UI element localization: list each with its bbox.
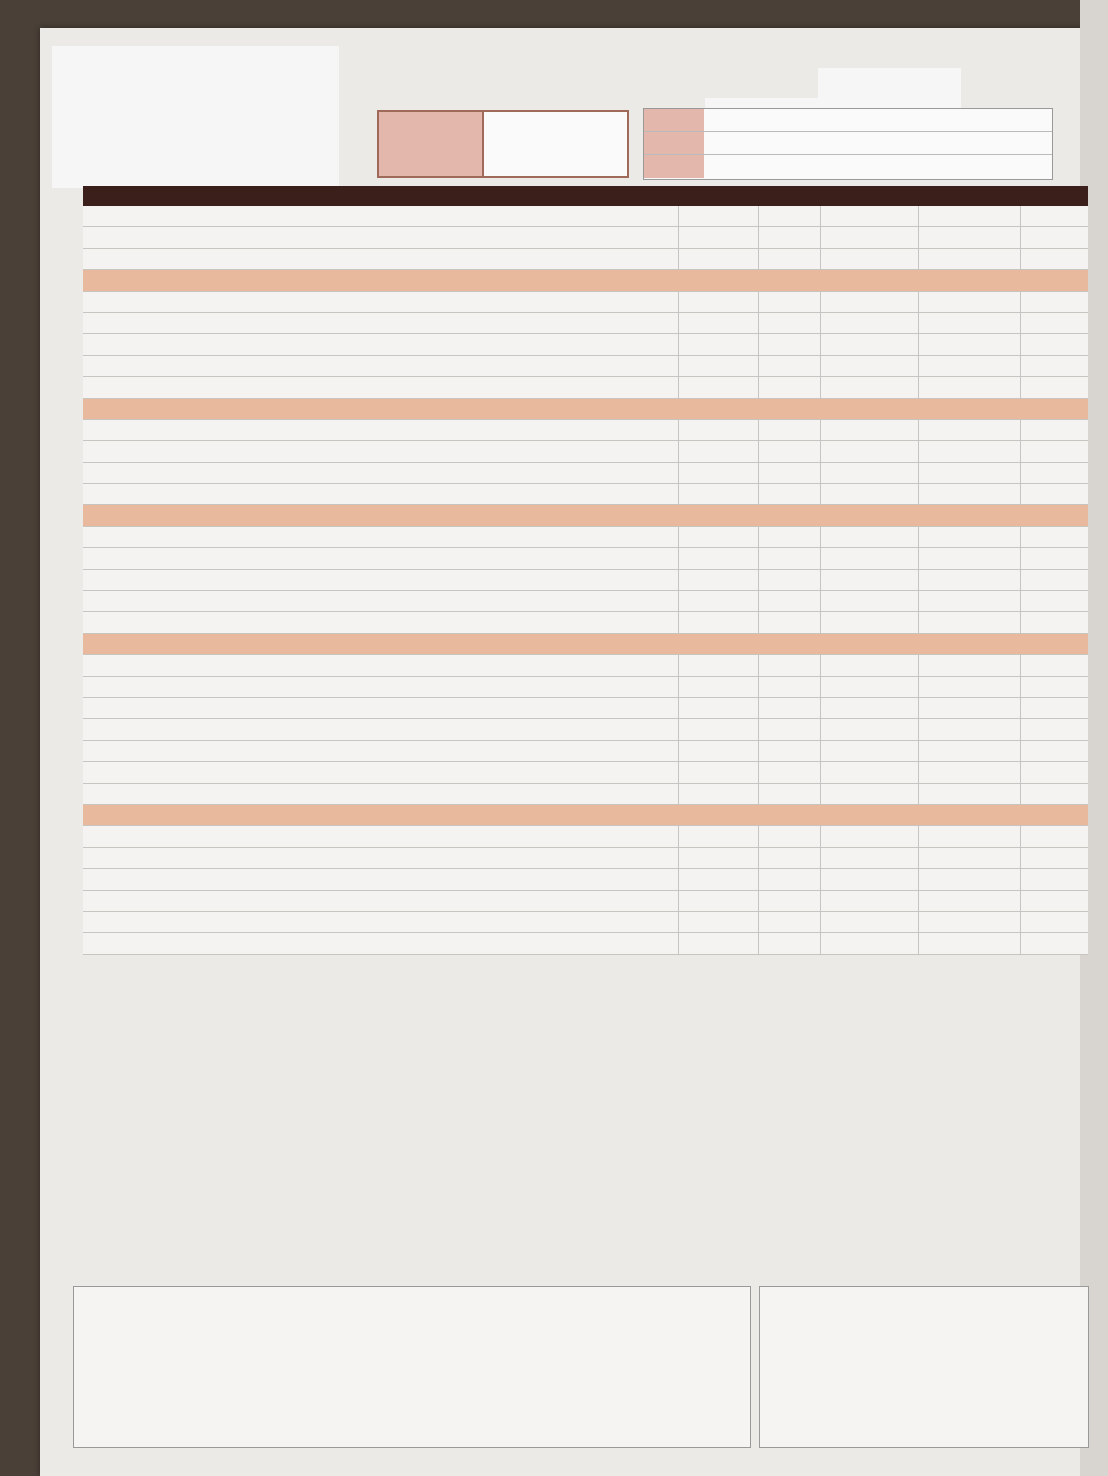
item-name <box>83 484 679 504</box>
unit-price <box>679 912 759 932</box>
unit-price <box>679 270 759 290</box>
col-header-price <box>679 186 759 206</box>
col-header-qty <box>759 186 821 206</box>
discount <box>821 741 919 761</box>
quantity <box>759 891 821 911</box>
quantity <box>759 719 821 739</box>
note-mark <box>1021 463 1088 483</box>
note-mark <box>1021 591 1088 611</box>
unit-price <box>679 698 759 718</box>
quantity <box>759 741 821 761</box>
amount <box>919 356 1021 376</box>
table-row <box>83 527 1088 548</box>
quantity <box>759 334 821 354</box>
item-name <box>83 270 679 290</box>
item-name <box>83 933 679 953</box>
discount <box>821 869 919 889</box>
amount <box>919 719 1021 739</box>
amount <box>919 527 1021 547</box>
quantity <box>759 463 821 483</box>
amount <box>919 420 1021 440</box>
table-row <box>83 313 1088 334</box>
amount <box>919 441 1021 461</box>
remarks-box <box>73 1286 751 1448</box>
discount <box>821 826 919 846</box>
discount <box>821 206 919 226</box>
note-mark <box>1021 719 1088 739</box>
discount <box>821 570 919 590</box>
item-name <box>83 805 679 825</box>
subtotal-row <box>83 634 1088 655</box>
info-row-date <box>644 109 1052 132</box>
quantity <box>759 399 821 419</box>
amount <box>919 612 1021 632</box>
note-mark <box>1021 805 1088 825</box>
amount <box>919 933 1021 953</box>
quantity <box>759 655 821 675</box>
table-row <box>83 463 1088 484</box>
quantity <box>759 270 821 290</box>
item-name <box>83 206 679 226</box>
discount <box>821 227 919 247</box>
info-row-reception <box>644 155 1052 178</box>
amount <box>919 869 1021 889</box>
unit-price <box>679 334 759 354</box>
discount <box>821 655 919 675</box>
unit-price <box>679 741 759 761</box>
item-name <box>83 826 679 846</box>
unit-price <box>679 805 759 825</box>
item-name <box>83 356 679 376</box>
unit-price <box>679 484 759 504</box>
amount <box>919 548 1021 568</box>
amount <box>919 698 1021 718</box>
info-label <box>644 132 704 154</box>
note-mark <box>1021 227 1088 247</box>
subtotal-row <box>83 505 1088 526</box>
note-mark <box>1021 784 1088 804</box>
note-mark <box>1021 505 1088 525</box>
item-name <box>83 634 679 654</box>
quantity <box>759 784 821 804</box>
discount <box>821 848 919 868</box>
discount <box>821 591 919 611</box>
discount <box>821 420 919 440</box>
discount <box>821 441 919 461</box>
note-mark <box>1021 698 1088 718</box>
unit-price <box>679 612 759 632</box>
item-name <box>83 677 679 697</box>
table-row <box>83 762 1088 783</box>
subtotal-row <box>83 270 1088 291</box>
col-header-name <box>83 186 679 206</box>
note-mark <box>1021 677 1088 697</box>
table-row <box>83 441 1088 462</box>
unit-price <box>679 677 759 697</box>
quantity <box>759 313 821 333</box>
info-label <box>644 155 704 178</box>
unit-price <box>679 548 759 568</box>
table-row <box>83 420 1088 441</box>
estimate-table <box>83 186 1088 955</box>
item-name <box>83 869 679 889</box>
note-mark <box>1021 441 1088 461</box>
discount <box>821 505 919 525</box>
unit-price <box>679 591 759 611</box>
unit-price <box>679 463 759 483</box>
note-mark <box>1021 270 1088 290</box>
quantity <box>759 912 821 932</box>
quantity <box>759 377 821 397</box>
quantity <box>759 206 821 226</box>
amount <box>919 655 1021 675</box>
amount <box>919 826 1021 846</box>
table-row <box>83 869 1088 890</box>
unit-price <box>679 420 759 440</box>
info-value <box>704 109 712 131</box>
item-name <box>83 441 679 461</box>
unit-price <box>679 848 759 868</box>
note-mark <box>1021 420 1088 440</box>
amount <box>919 292 1021 312</box>
item-name <box>83 292 679 312</box>
item-name <box>83 698 679 718</box>
note-mark <box>1021 912 1088 932</box>
item-name <box>83 891 679 911</box>
table-row <box>83 848 1088 869</box>
table-row <box>83 912 1088 933</box>
table-row <box>83 698 1088 719</box>
note-mark <box>1021 741 1088 761</box>
quantity <box>759 933 821 953</box>
unit-price <box>679 377 759 397</box>
quantity <box>759 612 821 632</box>
table-row <box>83 741 1088 762</box>
amount <box>919 848 1021 868</box>
quantity <box>759 591 821 611</box>
item-name <box>83 399 679 419</box>
unit-price <box>679 655 759 675</box>
unit-price <box>679 784 759 804</box>
discount <box>821 527 919 547</box>
unit-price <box>679 527 759 547</box>
note-mark <box>1021 377 1088 397</box>
item-name <box>83 527 679 547</box>
discount <box>821 634 919 654</box>
quantity <box>759 762 821 782</box>
quantity <box>759 826 821 846</box>
note-mark <box>1021 356 1088 376</box>
note-mark <box>1021 570 1088 590</box>
amount <box>919 505 1021 525</box>
discount <box>821 484 919 504</box>
amount <box>919 206 1021 226</box>
item-name <box>83 762 679 782</box>
quantity <box>759 505 821 525</box>
amount <box>919 227 1021 247</box>
unit-price <box>679 869 759 889</box>
item-name <box>83 848 679 868</box>
item-name <box>83 505 679 525</box>
amount <box>919 891 1021 911</box>
discount <box>821 548 919 568</box>
table-body <box>83 206 1088 955</box>
info-value <box>704 155 712 178</box>
discount <box>821 270 919 290</box>
table-row <box>83 292 1088 313</box>
amount <box>919 270 1021 290</box>
unit-price <box>679 313 759 333</box>
discount <box>821 912 919 932</box>
unit-price <box>679 891 759 911</box>
discount <box>821 719 919 739</box>
item-name <box>83 591 679 611</box>
quantity <box>759 292 821 312</box>
item-name <box>83 655 679 675</box>
discount <box>821 463 919 483</box>
info-row-venue <box>644 132 1052 155</box>
item-name <box>83 377 679 397</box>
discount <box>821 891 919 911</box>
item-name <box>83 463 679 483</box>
note-mark <box>1021 292 1088 312</box>
quantity <box>759 869 821 889</box>
discount <box>821 377 919 397</box>
quantity <box>759 634 821 654</box>
total-label <box>379 112 484 176</box>
item-name <box>83 741 679 761</box>
total-value <box>484 112 627 176</box>
note-mark <box>1021 848 1088 868</box>
amount <box>919 377 1021 397</box>
discount <box>821 805 919 825</box>
item-name <box>83 912 679 932</box>
unit-price <box>679 356 759 376</box>
table-row <box>83 570 1088 591</box>
quantity <box>759 227 821 247</box>
discount <box>821 698 919 718</box>
discount <box>821 249 919 269</box>
unit-price <box>679 570 759 590</box>
amount <box>919 334 1021 354</box>
amount <box>919 463 1021 483</box>
table-row <box>83 612 1088 633</box>
table-row <box>83 826 1088 847</box>
unit-price <box>679 249 759 269</box>
quantity <box>759 527 821 547</box>
note-mark <box>1021 655 1088 675</box>
info-value <box>704 132 712 154</box>
note-mark <box>1021 826 1088 846</box>
discount <box>821 677 919 697</box>
quantity <box>759 698 821 718</box>
note-mark <box>1021 933 1088 953</box>
item-name <box>83 313 679 333</box>
col-header-note <box>1021 186 1088 206</box>
quantity <box>759 484 821 504</box>
amount <box>919 912 1021 932</box>
ceremony-info-box <box>643 108 1053 180</box>
item-name <box>83 612 679 632</box>
note-mark <box>1021 484 1088 504</box>
table-row <box>83 227 1088 248</box>
item-name <box>83 249 679 269</box>
unit-price <box>679 634 759 654</box>
unit-price <box>679 206 759 226</box>
discount <box>821 292 919 312</box>
table-row <box>83 249 1088 270</box>
amount <box>919 249 1021 269</box>
table-row <box>83 356 1088 377</box>
table-row <box>83 891 1088 912</box>
quantity <box>759 356 821 376</box>
item-name <box>83 719 679 739</box>
redacted-block <box>52 46 339 188</box>
unit-price <box>679 719 759 739</box>
summary-box <box>759 1286 1089 1448</box>
item-name <box>83 227 679 247</box>
unit-price <box>679 826 759 846</box>
amount <box>919 484 1021 504</box>
unit-price <box>679 292 759 312</box>
unit-price <box>679 441 759 461</box>
unit-price <box>679 505 759 525</box>
table-row <box>83 377 1088 398</box>
unit-price <box>679 227 759 247</box>
table-row <box>83 484 1088 505</box>
estimate-total-box <box>377 110 629 178</box>
quantity <box>759 805 821 825</box>
table-row <box>83 591 1088 612</box>
col-header-discount <box>821 186 919 206</box>
col-header-amount <box>919 186 1021 206</box>
quantity <box>759 249 821 269</box>
note-mark <box>1021 334 1088 354</box>
amount <box>919 399 1021 419</box>
table-row <box>83 206 1088 227</box>
quantity <box>759 848 821 868</box>
table-row <box>83 655 1088 676</box>
amount <box>919 570 1021 590</box>
note-mark <box>1021 612 1088 632</box>
note-mark <box>1021 891 1088 911</box>
note-mark <box>1021 869 1088 889</box>
note-mark <box>1021 762 1088 782</box>
note-mark <box>1021 206 1088 226</box>
discount <box>821 313 919 333</box>
note-mark <box>1021 548 1088 568</box>
unit-price <box>679 399 759 419</box>
amount <box>919 313 1021 333</box>
unit-price <box>679 762 759 782</box>
table-row <box>83 933 1088 954</box>
discount <box>821 933 919 953</box>
note-mark <box>1021 313 1088 333</box>
amount <box>919 634 1021 654</box>
quantity <box>759 677 821 697</box>
subtotal-row <box>83 805 1088 826</box>
discount <box>821 334 919 354</box>
item-name <box>83 784 679 804</box>
amount <box>919 784 1021 804</box>
subtotal-row <box>83 399 1088 420</box>
amount <box>919 762 1021 782</box>
discount <box>821 612 919 632</box>
amount <box>919 805 1021 825</box>
quantity <box>759 548 821 568</box>
unit-price <box>679 933 759 953</box>
item-name <box>83 420 679 440</box>
note-mark <box>1021 249 1088 269</box>
table-row <box>83 548 1088 569</box>
amount <box>919 677 1021 697</box>
discount <box>821 356 919 376</box>
item-name <box>83 570 679 590</box>
table-row <box>83 334 1088 355</box>
amount <box>919 591 1021 611</box>
quantity <box>759 570 821 590</box>
discount <box>821 784 919 804</box>
table-row <box>83 784 1088 805</box>
info-label <box>644 109 704 131</box>
item-name <box>83 334 679 354</box>
discount <box>821 762 919 782</box>
table-row <box>83 719 1088 740</box>
discount <box>821 399 919 419</box>
table-row <box>83 677 1088 698</box>
quantity <box>759 441 821 461</box>
note-mark <box>1021 634 1088 654</box>
amount <box>919 741 1021 761</box>
note-mark <box>1021 527 1088 547</box>
quantity <box>759 420 821 440</box>
item-name <box>83 548 679 568</box>
note-mark <box>1021 399 1088 419</box>
table-header <box>83 186 1088 206</box>
